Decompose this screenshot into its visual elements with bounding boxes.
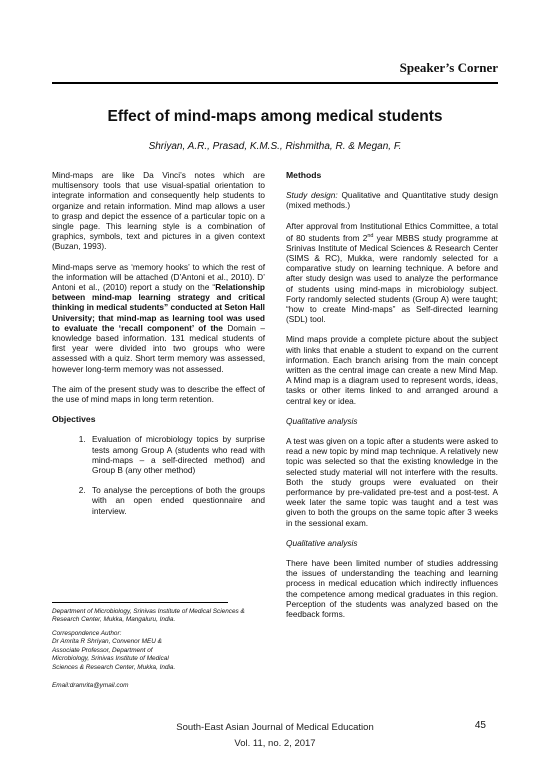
intro-paragraph-3: The aim of the present study was to describe the effect of the use of mind maps in long term retention. bbox=[52, 383, 265, 405]
approval-paragraph bbox=[286, 221, 498, 325]
journal-name: South-East Asian Journal of Medical Education bbox=[176, 722, 374, 733]
analysis-paragraph-1: A test was given on a topic after a students were asked to read a new topic by mind map technique. A relatively new topic was selected so that the existing knowledge in the selected study material will not interfere with the results. Both the study groups were evaluated on their performance by pre-validated pre-test and a post-test. A week later the same topic was taught and a test was given to both the groups on the same topic after 3 weeks in the sessional exam. bbox=[286, 436, 498, 528]
analysis-heading-1: Qualitative analysis bbox=[286, 415, 358, 426]
right-column bbox=[286, 170, 498, 629]
header-rule bbox=[52, 82, 498, 84]
journal-volume: Vol. 11, no. 2, 2017 bbox=[234, 738, 316, 749]
intro-paragraph-2 bbox=[52, 262, 265, 374]
study-design-text: Qualitative and Quantitative study design (mixed methods.) bbox=[286, 190, 499, 211]
article-authors: Shriyan, A.R., Prasad, K.M.S., Rishmitha, R. & Megan, F. bbox=[148, 141, 402, 152]
objective-item: 1. Evaluation of microbiology topics by surprise tests among Group A (students who read with mind-maps – a self-directed method) and Group B (any other method) bbox=[88, 434, 265, 475]
intro-text: Mind-maps serve as ‘memory hooks’ to which the rest of the information will be attached (D’Antoni et al., 2010). D’ Antoni et al., (2010) report a study on the “ bbox=[52, 261, 265, 293]
correspondence-line: Sciences & Research Center, Mukka, India. bbox=[52, 663, 176, 671]
study-design-paragraph bbox=[286, 190, 498, 210]
methods-heading: Methods bbox=[286, 170, 322, 180]
correspondence-line: Microbiology, Srinivas Institute of Medical bbox=[52, 655, 169, 663]
page-number: 45 bbox=[474, 720, 486, 731]
correspondence-line: Associate Professor, Department of bbox=[52, 646, 153, 654]
left-column bbox=[52, 170, 265, 526]
objectives-list bbox=[52, 434, 265, 515]
article-title: Effect of mind-maps among medical students bbox=[107, 108, 443, 125]
analysis-heading-2: Qualitative analysis bbox=[286, 537, 358, 548]
correspondence-line: Dr Amrita R Shriyan, Convenor MEU & bbox=[52, 638, 162, 646]
correspondence-line: Correspondence Author: bbox=[52, 630, 122, 637]
study-design-label: Study design: bbox=[286, 190, 338, 201]
objectives-heading: Objectives bbox=[52, 414, 96, 425]
email-note: Email:dramrita@ymail.com bbox=[52, 682, 129, 689]
ordinal-superscript: nd bbox=[367, 232, 374, 239]
analysis-paragraph-2: There have been limited number of studies addressing the issues of understanding the teaching and learning process in medical education which indirectly influences the competence among medical graduates in this region. Perception of the students was analyzed based on the feedback forms. bbox=[286, 558, 498, 620]
intro-paragraph-1: Mind-maps are like Da Vinci’s notes which are multisensory tools that use visual-spatial orientation to integrate information and consequently help students to organize and retain information. Mind map allows a user to grasp and depict the essence of a particular topic on a single page. This learning style is a combination of graphics, symbols, text and pictures in a given context (Buzan, 1993). bbox=[52, 170, 265, 252]
study-title-bold: Relationship between mind-map learning strategy and critical thinking in medical students” conducted at Seton Hall University; that mind-map as learning tool was used to evaluate the ‘recall component’ of the bbox=[52, 282, 265, 333]
approval-text-cont: year MBBS study programme at Srinivas Institute of Medical Sciences & Research Center (SIMS & RC), Mukka, were randomly selected for a comparative study on learning technique. A before and after study design was used to analyze the performance of students using mind-maps in microbiology subject. Forty randomly selected students (Group A) were taught; “how to create Mind-maps” as Self-directed learning (SDL) tool. bbox=[286, 232, 498, 325]
approval-text: After approval from Institutional Ethics Committee, a total of 80 students from 2 bbox=[286, 220, 498, 243]
correspondence-note bbox=[52, 630, 265, 672]
section-label: Speaker’s Corner bbox=[399, 60, 498, 75]
affiliation-note: Department of Microbiology, Srinivas Institute of Medical Sciences & Research Center, Mukka, Mangaluru, India. bbox=[52, 608, 245, 624]
intro-text-cont: Domain – knowledge based information. 131 medical students of first year were divided into two groups who were assessed with a quiz. Short term memory was assessed, however long-term memory was not assessed. bbox=[52, 322, 265, 374]
mindmaps-paragraph: Mind maps provide a complete picture about the subject with links that enable a student to expand on the current information. Each branch arising from the main concept written as the central image can create a new Mind Map. A Mind map is a diagram used to represent words, ideas, tasks or other items linked to and arranged around a central key or idea. bbox=[286, 334, 498, 406]
footnote-rule bbox=[52, 602, 228, 603]
objective-item: 2. To analyse the perceptions of both the groups with an open ended questionnaire and interview. bbox=[88, 485, 265, 516]
